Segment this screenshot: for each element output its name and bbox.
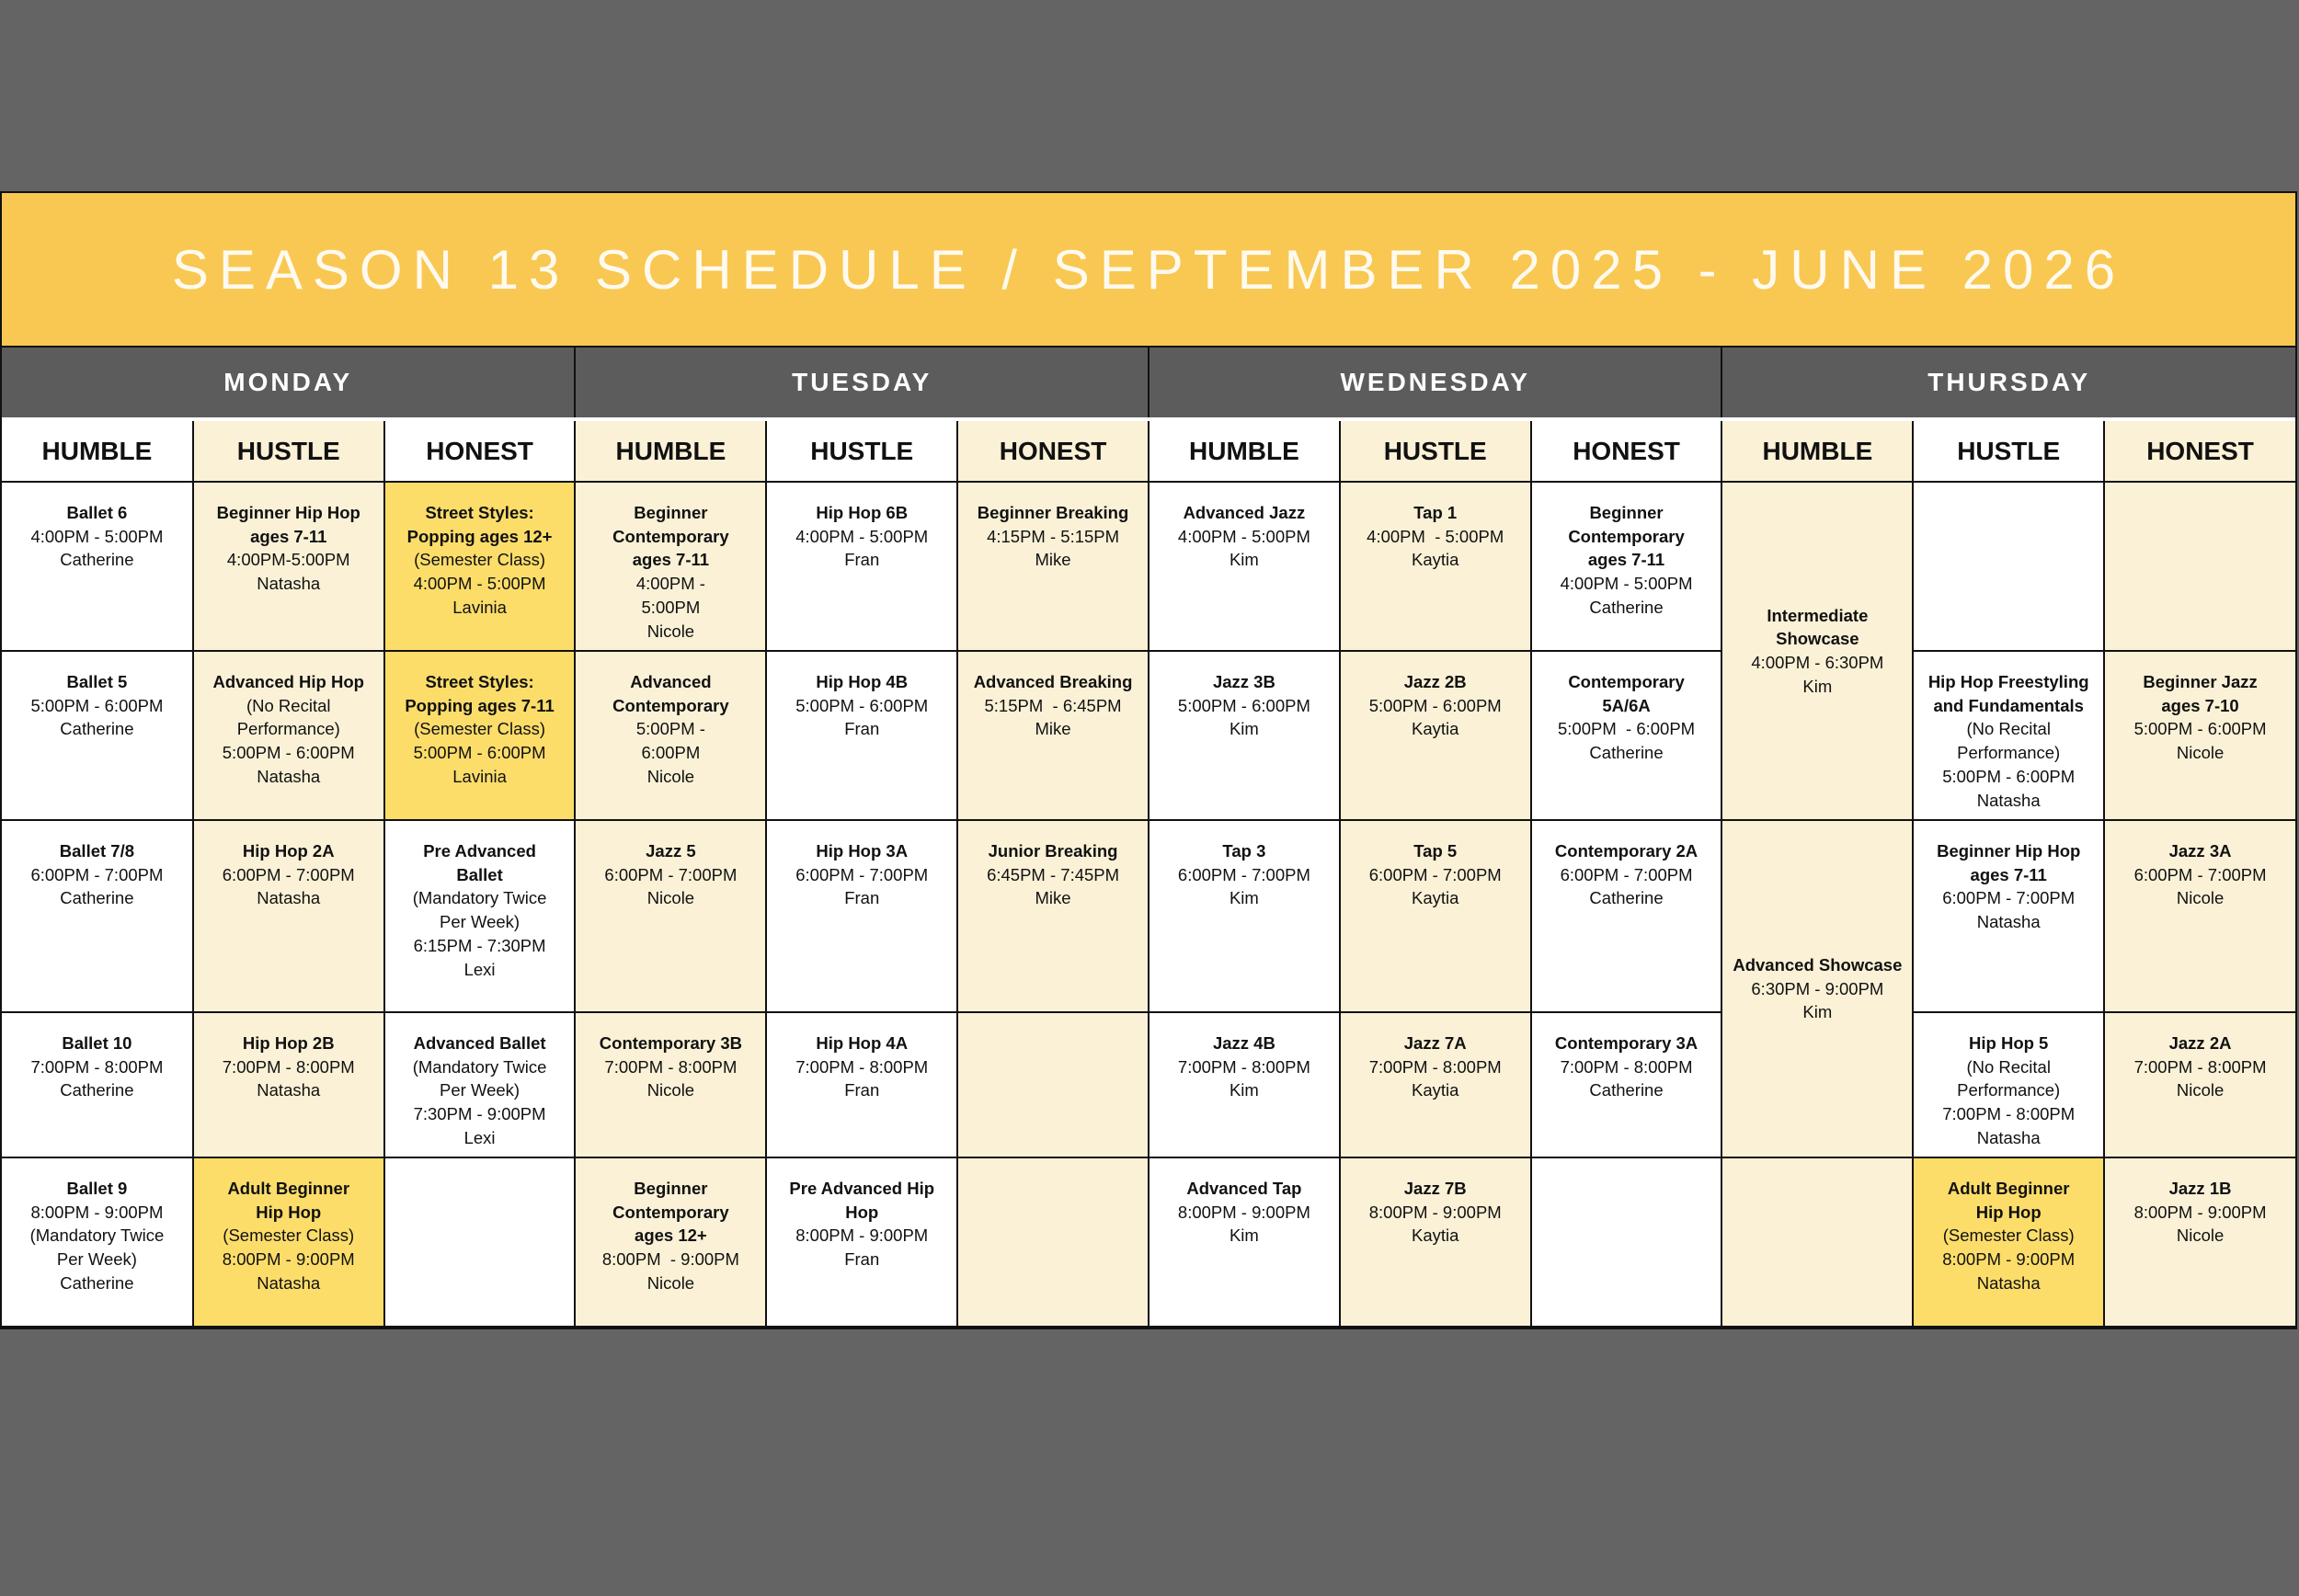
title-banner [2, 193, 2295, 348]
class-cell [2104, 1157, 2295, 1327]
group-header-honest: HONEST [1531, 419, 1722, 482]
class-teacher: Nicole [2176, 743, 2225, 763]
class-name: Jazz 7B [1403, 1179, 1467, 1198]
class-teacher: Fran [844, 1080, 880, 1100]
class-time: 4:00PM - 5:00PM [635, 574, 705, 617]
class-teacher: Lexi [463, 959, 496, 979]
class-teacher: Nicole [646, 1272, 695, 1293]
class-teacher: Kim [1802, 1002, 1833, 1022]
class-time: 4:00PM - 5:00PM [1367, 526, 1504, 546]
class-note: (No Recital Performance) [1957, 719, 2061, 763]
class-note: (Mandatory Twice Per Week) [29, 1226, 165, 1270]
class-teacher: Natasha [257, 574, 321, 594]
class-cell [2104, 482, 2295, 651]
class-cell [766, 651, 957, 820]
class-time: 6:30PM - 9:00PM [1751, 978, 1884, 998]
class-name: Jazz 2A [2168, 1033, 2232, 1053]
class-name: Jazz 4B [1212, 1033, 1275, 1053]
class-time: 7:00PM - 8:00PM [2133, 1056, 2267, 1077]
group-header-humble: HUMBLE [2, 419, 193, 482]
group-header-humble: HUMBLE [1721, 419, 1913, 482]
class-cell [575, 1012, 766, 1157]
class-cell [1149, 1157, 1340, 1327]
class-cell [1913, 1157, 2104, 1327]
class-note: (Mandatory Twice Per Week) [412, 888, 547, 932]
class-cell [384, 820, 576, 1012]
class-name: Ballet 9 [66, 1179, 128, 1198]
class-name: Beginner Hip Hop ages 7-11 [1937, 841, 2081, 884]
class-time: 8:00PM - 9:00PM [2133, 1202, 2267, 1222]
class-cell [1340, 820, 1531, 1012]
class-name: Street Styles: Popping ages 12+ [406, 503, 553, 546]
class-cell [2, 1157, 193, 1327]
class-cell [1531, 651, 1722, 820]
class-name: Contemporary 3A [1554, 1033, 1699, 1053]
class-name: Advanced Ballet [413, 1033, 546, 1053]
class-cell [1149, 651, 1340, 820]
class-time: 7:00PM - 8:00PM [222, 1056, 355, 1077]
class-teacher: Mike [1035, 550, 1071, 570]
day-header-tuesday: TUESDAY [575, 348, 1148, 419]
class-teacher: Catherine [60, 1080, 134, 1100]
class-cell [1149, 482, 1340, 651]
class-cell [1340, 1157, 1531, 1327]
class-name: Beginner Breaking [977, 503, 1129, 522]
class-cell [2, 651, 193, 820]
class-teacher: Catherine [60, 888, 134, 908]
class-time: 6:15PM - 7:30PM [413, 935, 546, 955]
class-time: 6:00PM - 7:00PM [30, 864, 164, 884]
day-header-monday: MONDAY [2, 348, 575, 419]
class-name: Street Styles: Popping ages 7-11 [405, 672, 555, 715]
class-cell [2104, 820, 2295, 1012]
class-cell [1149, 1012, 1340, 1157]
class-cell [2104, 1012, 2295, 1157]
class-cell [1913, 820, 2104, 1012]
class-time: 8:00PM - 9:00PM [601, 1249, 739, 1270]
class-cell [766, 482, 957, 651]
class-name: Contemporary 2A [1554, 841, 1699, 861]
class-cell [384, 1157, 576, 1327]
class-teacher: Fran [844, 719, 880, 739]
class-cell [957, 1157, 1149, 1327]
class-time: 4:00PM - 5:00PM [795, 526, 929, 546]
class-time: 7:00PM - 8:00PM [1560, 1056, 1693, 1077]
class-name: Ballet 7/8 [59, 841, 135, 861]
table-row [2, 1157, 2295, 1327]
class-time: 7:00PM - 8:00PM [795, 1056, 929, 1077]
class-name: Jazz 1B [2168, 1179, 2232, 1198]
group-header-honest: HONEST [384, 419, 576, 482]
page-title: SEASON 13 SCHEDULE / SEPTEMBER 2025 - JUNE 2026 [171, 238, 2126, 301]
class-note: (No Recital Performance) [236, 695, 340, 739]
class-time: 4:00PM - 6:30PM [1751, 653, 1884, 672]
group-header-humble: HUMBLE [575, 419, 766, 482]
class-cell [1913, 651, 2104, 820]
schedule-grid [2, 348, 2295, 1328]
class-teacher: Natasha [257, 1272, 321, 1293]
class-cell [384, 482, 576, 651]
class-teacher: Natasha [1976, 790, 2041, 810]
day-header-wednesday: WEDNESDAY [1149, 348, 1721, 419]
class-teacher: Lexi [463, 1127, 496, 1147]
class-teacher: Kaytia [1412, 1080, 1459, 1100]
class-cell [1340, 651, 1531, 820]
class-time: 7:00PM - 8:00PM [1177, 1056, 1310, 1077]
class-name: Advanced Tap [1186, 1179, 1302, 1198]
class-teacher: Nicole [646, 766, 695, 786]
class-name: Contemporary 3B [599, 1033, 743, 1053]
class-name: Hip Hop 2B [242, 1033, 335, 1053]
class-name: Advanced Contemporary [612, 672, 729, 715]
class-teacher: Natasha [257, 766, 321, 786]
class-name: Ballet 6 [66, 503, 128, 522]
class-name: Ballet 5 [66, 672, 128, 691]
class-cell [2104, 651, 2295, 820]
group-header-honest: HONEST [957, 419, 1149, 482]
class-time: 5:00PM - 6:00PM [795, 695, 929, 715]
class-time: 5:00PM - 6:00PM [1557, 719, 1696, 739]
group-header-humble: HUMBLE [1149, 419, 1340, 482]
class-name: Jazz 5 [646, 841, 696, 861]
class-name: Tap 3 [1222, 841, 1266, 861]
class-note: (Semester Class) [414, 719, 546, 739]
group-header-hustle: HUSTLE [766, 419, 957, 482]
class-time: 8:00PM - 9:00PM [222, 1249, 355, 1270]
class-teacher: Catherine [60, 719, 134, 739]
class-note: (Semester Class) [1942, 1226, 2075, 1246]
group-header-hustle: HUSTLE [1913, 419, 2104, 482]
class-time: 6:00PM - 7:00PM [2133, 864, 2267, 884]
class-time: 4:00PM - 5:00PM [413, 574, 546, 594]
class-time: 4:15PM - 5:15PM [987, 526, 1120, 546]
class-teacher: Kaytia [1412, 888, 1459, 908]
class-name: Beginner Jazz ages 7-10 [2143, 672, 2258, 715]
class-name: Adult Beginner Hip Hop [1947, 1179, 2070, 1222]
class-time: 5:00PM - 6:00PM [413, 743, 546, 763]
class-cell [193, 1012, 384, 1157]
class-time: 5:00PM - 6:00PM [1177, 695, 1310, 715]
class-name: Pre Advanced Ballet [423, 841, 536, 884]
class-time: 8:00PM - 9:00PM [30, 1202, 164, 1222]
class-name: Advanced Hip Hop [212, 672, 364, 691]
class-cell [384, 1012, 576, 1157]
class-cell [766, 1012, 957, 1157]
class-cell [1531, 820, 1722, 1012]
class-time: 5:00PM - 6:00PM [1368, 695, 1502, 715]
class-teacher: Nicole [2176, 1080, 2225, 1100]
class-name: Beginner Contemporary ages 7-11 [612, 503, 729, 570]
group-header-hustle: HUSTLE [193, 419, 384, 482]
class-teacher: Kim [1802, 676, 1833, 696]
class-cell [1913, 1012, 2104, 1157]
class-time: 5:00PM - 6:00PM [222, 743, 355, 763]
class-teacher: Nicole [646, 621, 695, 641]
class-teacher: Natasha [1976, 1127, 2041, 1147]
class-time: 5:00PM - 6:00PM [30, 695, 164, 715]
class-teacher: Kaytia [1412, 1226, 1459, 1246]
class-name: Hip Hop 2A [242, 841, 335, 861]
class-name: Jazz 3B [1212, 672, 1275, 691]
class-teacher: Kaytia [1412, 550, 1459, 570]
class-name: Advanced Breaking [973, 672, 1133, 691]
class-teacher: Kim [1229, 888, 1259, 908]
class-teacher: Nicole [2176, 1226, 2225, 1246]
class-name: Beginner Contemporary ages 12+ [612, 1179, 729, 1246]
class-time: 6:00PM - 7:00PM [1177, 864, 1310, 884]
class-time: 8:00PM - 9:00PM [795, 1226, 929, 1246]
class-teacher: Kim [1229, 550, 1259, 570]
class-cell [2, 482, 193, 651]
class-teacher: Natasha [1976, 1272, 2041, 1293]
class-teacher: Catherine [1589, 1080, 1664, 1100]
class-name: Hip Hop 5 [1969, 1033, 2049, 1053]
class-cell [766, 820, 957, 1012]
class-teacher: Catherine [60, 1272, 134, 1293]
class-cell [1913, 482, 2104, 651]
class-cell [2, 1012, 193, 1157]
class-teacher: Kim [1229, 1226, 1259, 1246]
class-name: Intermediate Showcase [1767, 605, 1869, 649]
table-row [2, 651, 2295, 820]
class-time: 5:00PM - 6:00PM [2133, 719, 2267, 739]
class-time: 7:00PM - 8:00PM [30, 1056, 164, 1077]
class-cell [193, 1157, 384, 1327]
group-header-honest: HONEST [2104, 419, 2295, 482]
class-name: Adult Beginner Hip Hop [227, 1179, 350, 1222]
class-time: 6:00PM - 7:00PM [1942, 888, 2076, 908]
day-header-thursday: THURSDAY [1721, 348, 2295, 419]
class-name: Jazz 2B [1403, 672, 1467, 691]
class-name: Hip Hop 6B [816, 503, 909, 522]
class-teacher: Catherine [1589, 597, 1664, 617]
class-name: Ballet 10 [62, 1033, 132, 1053]
class-cell [766, 1157, 957, 1327]
class-teacher: Fran [844, 888, 880, 908]
class-cell [575, 482, 766, 651]
class-time: 6:00PM - 7:00PM [604, 864, 738, 884]
class-name: Hip Hop 4A [816, 1033, 909, 1053]
class-time: 6:00PM - 7:00PM [1560, 864, 1693, 884]
class-cell [575, 820, 766, 1012]
class-cell [193, 482, 384, 651]
class-name: Beginner Contemporary ages 7-11 [1568, 503, 1685, 570]
class-time: 6:00PM - 7:00PM [222, 864, 355, 884]
class-teacher: Kaytia [1412, 719, 1459, 739]
class-name: Pre Advanced Hip Hop [789, 1179, 935, 1222]
class-name: Hip Hop Freestyling and Fundamentals [1927, 672, 2089, 715]
class-name: Contemporary 5A/6A [1568, 672, 1685, 715]
class-cell [957, 820, 1149, 1012]
class-cell [957, 651, 1149, 820]
class-teacher: Natasha [257, 888, 321, 908]
class-time: 6:00PM - 7:00PM [1368, 864, 1502, 884]
class-teacher: Catherine [1589, 743, 1664, 763]
class-cell [957, 1012, 1149, 1157]
class-teacher: Catherine [60, 550, 134, 570]
table-row [2, 820, 2295, 1012]
class-time: 4:00PM-5:00PM [226, 550, 350, 570]
class-teacher: Nicole [646, 1080, 695, 1100]
class-cell [1721, 482, 1913, 820]
class-teacher: Kim [1229, 719, 1259, 739]
class-name: Advanced Jazz [1183, 503, 1306, 522]
class-time: 5:00PM - 6:00PM [1942, 766, 2076, 786]
class-teacher: Catherine [1589, 888, 1664, 908]
class-time: 7:00PM - 8:00PM [1368, 1056, 1502, 1077]
class-name: Tap 1 [1413, 503, 1458, 522]
class-name: Junior Breaking [988, 841, 1118, 861]
class-time: 7:30PM - 9:00PM [413, 1104, 546, 1124]
class-time: 6:00PM - 7:00PM [795, 864, 929, 884]
class-cell [1149, 820, 1340, 1012]
class-cell [1721, 820, 1913, 1157]
class-teacher: Lavinia [452, 597, 507, 617]
class-name: Jazz 7A [1403, 1033, 1467, 1053]
class-cell [1531, 482, 1722, 651]
class-cell [384, 651, 576, 820]
class-teacher: Kim [1229, 1080, 1259, 1100]
class-cell [575, 651, 766, 820]
class-note: (Mandatory Twice Per Week) [412, 1056, 547, 1100]
class-time: 5:00PM - 6:00PM [635, 719, 705, 763]
class-time: 4:00PM - 5:00PM [30, 526, 164, 546]
class-time: 7:00PM - 8:00PM [1942, 1104, 2076, 1124]
class-teacher: Fran [844, 1249, 880, 1270]
class-name: Advanced Showcase [1733, 954, 1903, 975]
class-note: (No Recital Performance) [1957, 1056, 2061, 1100]
group-header-row [2, 419, 2295, 482]
table-row [2, 482, 2295, 651]
schedule-table [0, 191, 2297, 1329]
class-name: Hip Hop 4B [816, 672, 909, 691]
class-note: (Semester Class) [414, 550, 546, 570]
class-cell [1340, 482, 1531, 651]
class-time: 5:15PM - 6:45PM [984, 695, 1122, 715]
class-name: Jazz 3A [2168, 841, 2232, 861]
class-cell [1340, 1012, 1531, 1157]
class-cell [193, 820, 384, 1012]
class-teacher: Nicole [2176, 888, 2225, 908]
class-time: 4:00PM - 5:00PM [1177, 526, 1310, 546]
class-name: Beginner Hip Hop ages 7-11 [216, 503, 360, 546]
class-cell [1531, 1012, 1722, 1157]
class-teacher: Natasha [257, 1080, 321, 1100]
class-cell [2, 820, 193, 1012]
class-time: 8:00PM - 9:00PM [1368, 1202, 1502, 1222]
class-teacher: Fran [844, 550, 880, 570]
group-header-hustle: HUSTLE [1340, 419, 1531, 482]
class-cell [575, 1157, 766, 1327]
class-teacher: Mike [1035, 888, 1071, 908]
class-time: 8:00PM - 9:00PM [1942, 1249, 2076, 1270]
class-teacher: Natasha [1976, 912, 2041, 932]
class-name: Hip Hop 3A [816, 841, 909, 861]
class-time: 4:00PM - 5:00PM [1560, 574, 1693, 594]
table-row [2, 1012, 2295, 1157]
class-time: 7:00PM - 8:00PM [604, 1056, 738, 1077]
class-cell [1721, 1157, 1913, 1327]
day-header-row [2, 348, 2295, 419]
class-note: (Semester Class) [223, 1226, 355, 1246]
class-time: 8:00PM - 9:00PM [1177, 1202, 1310, 1222]
class-name: Tap 5 [1413, 841, 1458, 861]
class-time: 6:45PM - 7:45PM [987, 864, 1120, 884]
class-teacher: Mike [1035, 719, 1071, 739]
class-teacher: Lavinia [452, 766, 507, 786]
class-cell [193, 651, 384, 820]
class-cell [1531, 1157, 1722, 1327]
class-teacher: Nicole [646, 888, 695, 908]
class-cell [957, 482, 1149, 651]
